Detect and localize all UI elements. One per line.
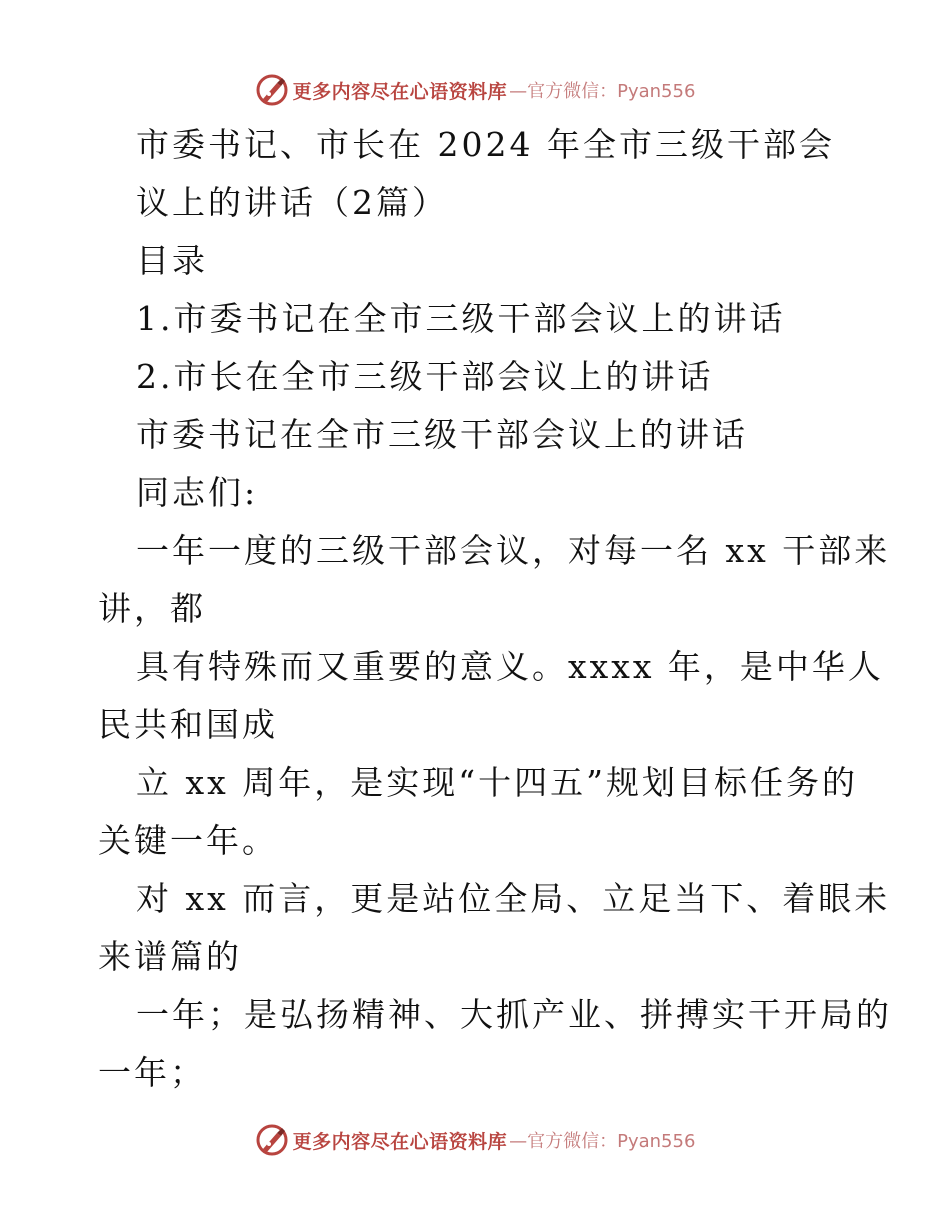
paragraph-line: 一年一度的三级干部会议，对每一名 xx 干部来 bbox=[136, 531, 891, 570]
salutation: 同志们: bbox=[136, 473, 259, 512]
paragraph-wrap-line: 民共和国成 bbox=[98, 705, 278, 744]
document-title-line-1: 市委书记、市长在 2024 年全市三级干部会 bbox=[136, 125, 835, 164]
paragraph-wrap-line: 一年； bbox=[98, 1053, 206, 1092]
paragraph-line: 立 xx 周年，是实现“十四五”规划目标任务的 bbox=[136, 763, 858, 802]
toc-item-1: 1.市委书记在全市三级干部会议上的讲话 bbox=[136, 299, 786, 338]
paragraph-wrap-line: 来谱篇的 bbox=[98, 937, 242, 976]
paragraph-wrap-line: 讲，都 bbox=[98, 589, 206, 628]
toc-item-2: 2.市长在全市三级干部会议上的讲话 bbox=[136, 357, 714, 396]
banner-sub-text: —官方微信：Pyan556 bbox=[509, 81, 696, 102]
document-title-line-2: 议上的讲话（2篇） bbox=[136, 183, 448, 222]
header-banner bbox=[0, 70, 950, 110]
banner-main-text: 更多内容尽在心语资料库 bbox=[292, 1130, 508, 1153]
pen-logo-icon bbox=[255, 1123, 289, 1157]
banner-main-text: 更多内容尽在心语资料库 bbox=[292, 80, 508, 103]
banner-sub-text: —官方微信：Pyan556 bbox=[509, 1131, 696, 1152]
paragraph-line: 一年；是弘扬精神、大抓产业、拼搏实干开局的 bbox=[136, 995, 892, 1034]
document-body bbox=[98, 116, 892, 1102]
paragraph-wrap-line: 关键一年。 bbox=[98, 821, 278, 860]
section-title: 市委书记在全市三级干部会议上的讲话 bbox=[136, 415, 748, 454]
paragraph-line: 对 xx 而言，更是站位全局、立足当下、着眼未 bbox=[136, 879, 891, 918]
paragraph-line: 具有特殊而又重要的意义。xxxx 年，是中华人 bbox=[136, 647, 884, 686]
toc-heading: 目录 bbox=[136, 241, 208, 280]
pen-logo-icon bbox=[255, 73, 289, 107]
footer-banner bbox=[0, 1120, 950, 1160]
